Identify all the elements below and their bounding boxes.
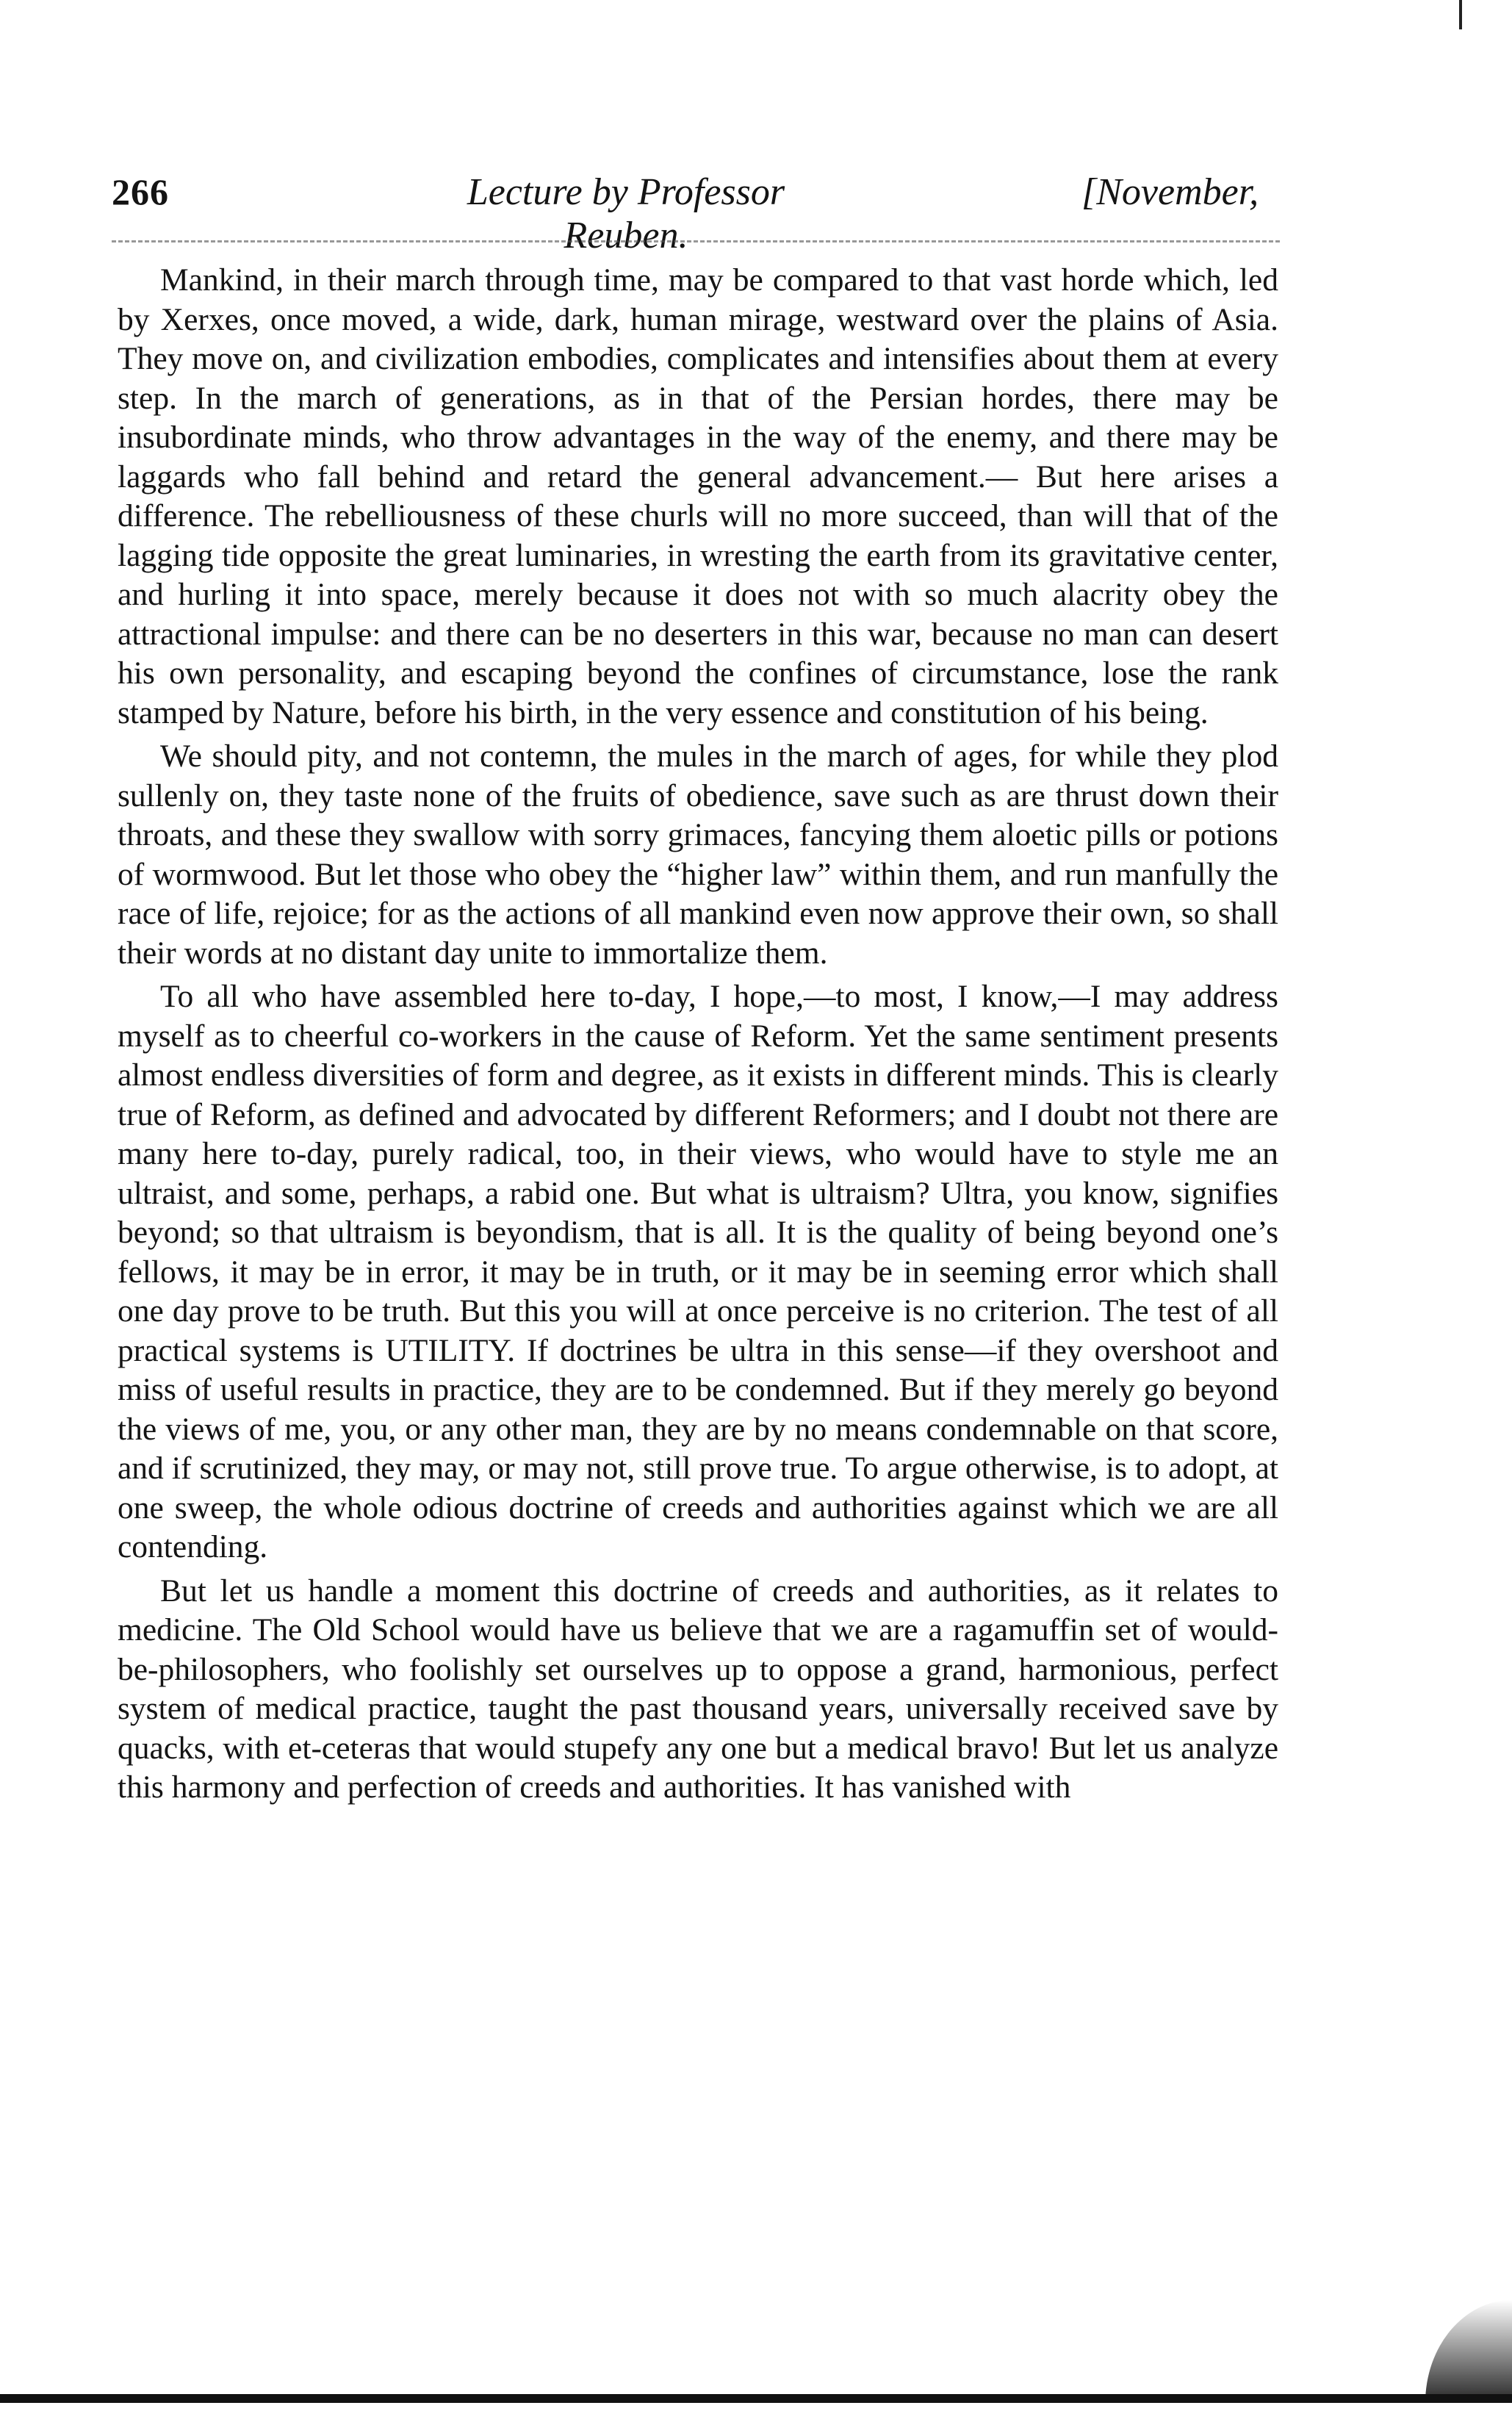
- page-bottom-edge: [0, 2394, 1512, 2403]
- page-number: 266: [112, 171, 169, 212]
- paragraph: We should pity, and not contemn, the mules in the march of ages, for while they plod sullenly on, they taste none of the fruits of obedience, save such as are thrust down their throats, and these they swallow with sorry grimaces, fancying them aloetic pills or potions of wormwood. But let those who obey the “higher law” within them, and run manfully the race of life, rejoice; for as the actions of all mankind even now approve their own, so shall their words at no distant day unite to immortalize them.: [118, 739, 1278, 971]
- header-rule: [112, 240, 1280, 242]
- scan-edge-mark: [1459, 0, 1462, 29]
- page-curl-shadow: [1425, 2300, 1512, 2403]
- paragraph: But let us handle a moment this doctrine of creeds and authorities, as it relates to medicine. The Old School would have us believe that we are a ragamuffin set of would-be-philosophers, who foolishly set ourselves up to oppose a grand, harmonious, perfect system of medical practice, taught the past thousand years, universally received save by quacks, with et-ceteras that would stupefy any one but a medical bravo! But let us analyze this harmony and perfection of creeds and authorities. It has vanished with: [118, 1573, 1278, 1805]
- running-head: [112, 170, 1280, 256]
- paragraph: To all who have assembled here to-day, I hope,—to most, I know,—I may address myself as to cheerful co-workers in the cause of Reform. Yet the same sentiment presents almost endless diversities of form and degree, as it exists in different minds. This is clearly true of Reform, as defined and advocated by different Reformers; and I doubt not there are many here to-day, purely radical, too, in their views, who would have to style me an ultraist, and some, perhaps, a rabid one. But what is ultraism? Ultra, you know, signifies beyond; so that ultraism is beyondism, that is all. It is the quality of being beyond one’s fellows, it may be in error, it may be in truth, or it may be in seeming error which shall one day prove to be truth. But this you will at once perceive is no criterion. The test of all practical systems is UTILITY. If doctrines be ultra in this sense—if they overshoot and miss of useful results in practice, they are to be condemned. But if they merely go beyond the views of me, you, or any other man, they are by no means condemnable on that score, and if scrutinized, they may, or may not, still prove true. To argue otherwise, is to adopt, at one sweep, the whole odious doctrine of creeds and authorities against which we are all contending.: [118, 979, 1278, 1564]
- paragraph: Mankind, in their march through time, may be compared to that vast horde which, led by Xerxes, once moved, a wide, dark, human mirage, westward over the plains of Asia. They move on, and civilization embodies, complicates and intensifies about them at every step. In the march of generations, as in that of the Persian hordes, there may be insubordinate minds, who throw advantages in the way of the enemy, and there may be laggards who fall behind and retard the general advancement.— But here arises a difference. The rebelliousness of these churls will no more succeed, than will that of the lagging tide opposite the great luminaries, in wresting the earth from its gravitative center, and hurling it into space, merely because it does not with so much alacrity obey the attractional impulse: and there can be no deserters in this war, because no man can desert his own personality, and escaping beyond the confines of circumstance, lose the rank stamped by Nature, before his birth, in the very essence and constitution of his being.: [118, 262, 1278, 730]
- running-title: Lecture by Professor Reuben.: [467, 171, 785, 256]
- running-date: [November,: [1081, 171, 1259, 213]
- body-text: [118, 261, 1278, 1808]
